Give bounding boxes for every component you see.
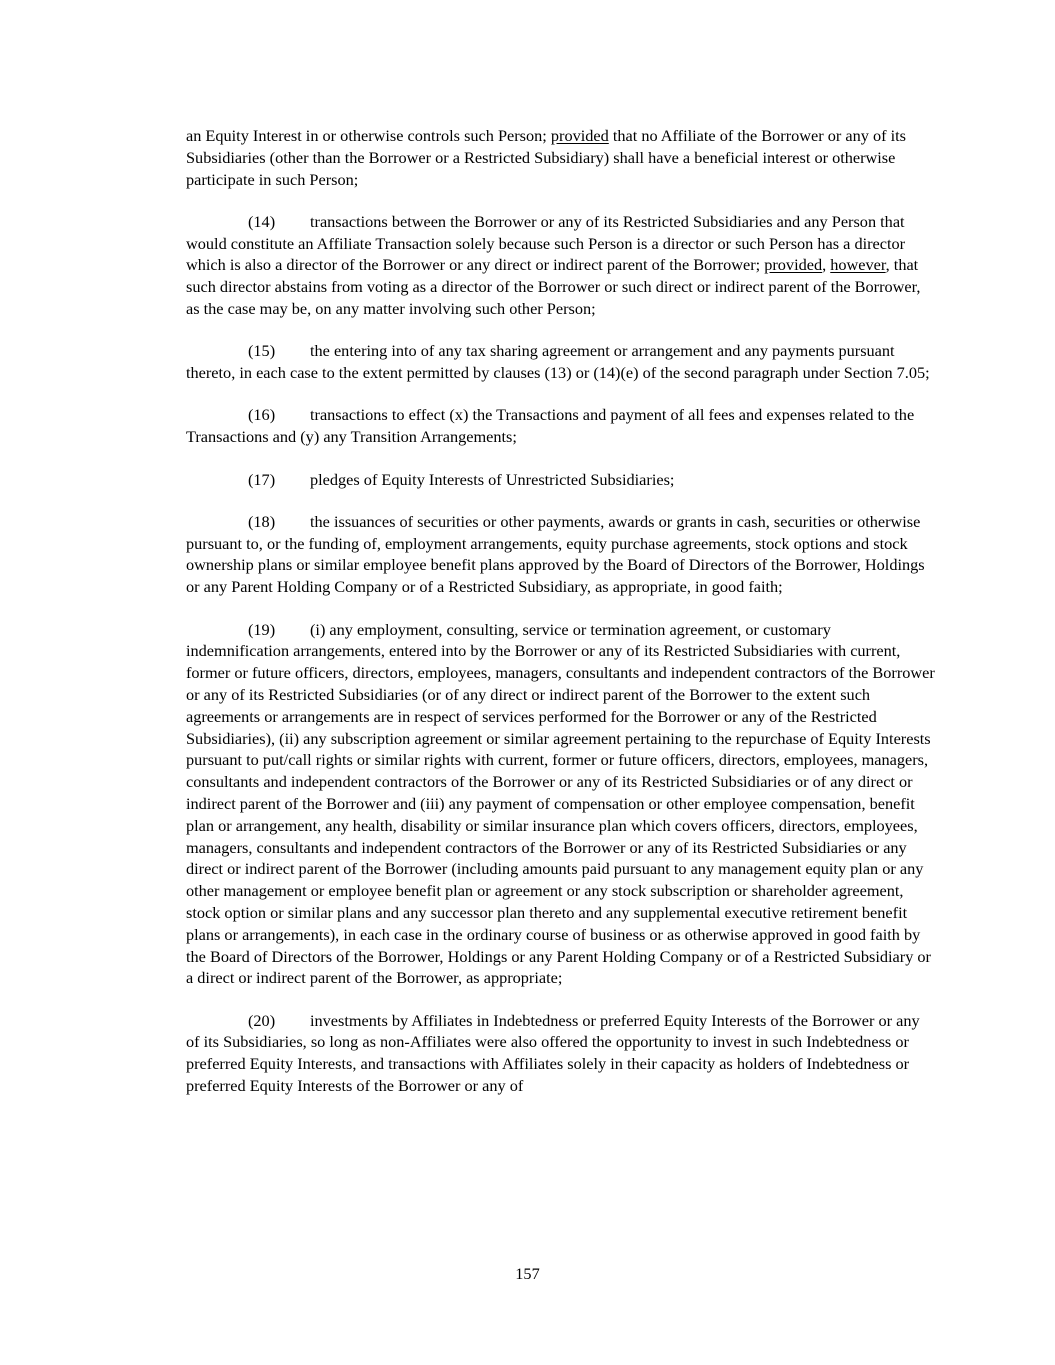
- page-number: 157: [515, 1264, 540, 1283]
- paragraph-14: (14) transactions between the Borrower or any of its Restricted Subsidiaries and any Person that would constitute an Affiliate Transaction solely because such Person is a director or such Person has a director which is also a director of the Borrower or any direct or indirect parent of the Borrower; provided, however, that such director abstains from voting as a director of the Borrower or such direct or indirect parent of the Borrower, as the case may be, on any matter involving such other Person;: [186, 211, 921, 319]
- provided-term: provided: [550, 126, 609, 145]
- clause-number: (18): [248, 511, 276, 531]
- paragraph-20: (20) investments by Affiliates in Indebtedness or preferred Equity Interests of the Borrower or any of its Subsidiaries, so long as non-Affiliates were also offered the opportunity to invest in such Indebtedness or preferred Equity Interests, and transactions with Affiliates solely in their capacity as holders of Indebtedness or preferred Equity Interests of the Borrower or any of: [186, 1010, 920, 1095]
- paragraph-17: (17) pledges of Equity Interests of Unrestricted Subsidiaries;: [248, 469, 675, 489]
- paragraph-15: (15) the entering into of any tax sharing agreement or arrangement and any payments pursuant thereto, in each case to the extent permitted by clauses (13) or (14)(e) of the second paragraph under Section 7.05;: [186, 341, 930, 383]
- however-term: however: [830, 255, 886, 275]
- paragraph-16: (16) transactions to effect (x) the Transactions and payment of all fees and expenses related to the Transactions and (y) any Transition Arrangements;: [186, 405, 915, 447]
- clause-number: (17): [248, 469, 276, 489]
- clause-number: (19): [248, 619, 276, 639]
- document-page: [186, 125, 936, 1117]
- clause-number: (15): [248, 341, 276, 361]
- clause-number: (16): [248, 405, 276, 425]
- paragraph-19: (19) (i) any employment, consulting, service or termination agreement, or customary indemnification arrangements, entered into by the Borrower or any of its Restricted Subsidiaries with current, former or future officers, directors, employees, managers, consultants and independent contractors of the Borrower or any of its Restricted Subsidiaries (or of any direct or indirect parent of the Borrower to the extent such agreements or arrangements are in respect of services performed for the Borrower or any of the Restricted Subsidiaries), (ii) any subscription agreement or similar agreement pertaining to the repurchase of Equity Interests pursuant to put/call rights or similar rights with current, former or future officers, directors, employees, managers, consultants and independent contractors of the Borrower or any of its Restricted Subsidiaries or of any direct or indirect parent of the Borrower and (iii) any payment of compensation or other employee compensation, benefit plan or arrangement, any health, disability or similar insurance plan which covers officers, directors, employees, managers, consultants and independent contractors of the Borrower or any of its Restricted Subsidiaries or any direct or indirect parent of the Borrower (including amounts paid pursuant to any management equity plan or any other management or employee benefit plan or agreement or any stock subscription or shareholder agreement, stock option or similar plans and any successor plan thereto and any supplemental executive retirement benefit plans or arrangements), in each case in the ordinary course of business or as otherwise approved in good faith by the Board of Directors of the Borrower, Holdings or any Parent Holding Company or of a Restricted Subsidiary or a direct or indirect parent of the Borrower, as appropriate;: [186, 619, 935, 988]
- provided-term: provided: [764, 255, 823, 275]
- clause-number: (20): [248, 1010, 276, 1030]
- paragraph-18: (18) the issuances of securities or other payments, awards or grants in cash, securities or otherwise pursuant to, or the funding of, employment arrangements, equity purchase agreements, stock options and stock ownership plans or similar employee benefit plans approved by the Board of Directors of the Borrower, Holdings or any Parent Holding Company or of a Restricted Subsidiary, as appropriate, in good faith;: [186, 511, 925, 597]
- paragraph-continuation: an Equity Interest in or otherwise controls such Person; provided that no Affiliate of the Borrower or any of its Subsidiaries (other than the Borrower or a Restricted Subsidiary) shall have a beneficial interest or otherwise participate in such Person;: [186, 126, 906, 189]
- clause-number: (14): [248, 211, 276, 231]
